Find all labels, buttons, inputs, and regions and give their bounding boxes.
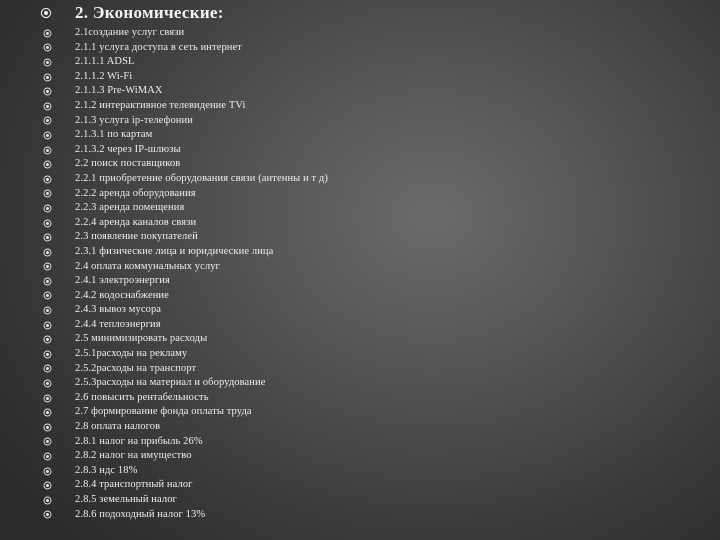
circled-bullet-icon xyxy=(43,131,52,140)
slide-title: 2. Экономические: xyxy=(75,3,224,22)
list-item xyxy=(0,478,720,493)
list-item-text: 2.7 формирование фонда оплаты труда xyxy=(75,406,252,418)
list-item xyxy=(0,114,720,129)
list-item xyxy=(0,391,720,406)
list-item xyxy=(0,508,720,523)
list-item-text: 2.5 минимизировать расходы xyxy=(75,333,208,345)
list-item xyxy=(0,464,720,479)
list-item xyxy=(0,70,720,85)
list-item xyxy=(0,128,720,143)
list-item xyxy=(0,187,720,202)
list-item xyxy=(0,449,720,464)
list-item xyxy=(0,230,720,245)
list-item-text: 2.2.1 приобретение оборудования связи (антенны и т д) xyxy=(75,172,328,184)
circled-bullet-icon xyxy=(43,335,52,344)
circled-bullet-icon xyxy=(43,87,52,96)
list-item-text: 2.1.3.2 через IP-шлюзы xyxy=(75,143,181,155)
list-item xyxy=(0,26,720,41)
list-item xyxy=(0,55,720,70)
circled-bullet-icon xyxy=(43,58,52,67)
list-item-text: 2.8 оплата налогов xyxy=(75,421,161,433)
list-item-text: 2.4.2 водоснабжение xyxy=(75,289,169,301)
circled-bullet-icon xyxy=(43,379,52,388)
circled-bullet-icon xyxy=(43,73,52,82)
list-item-text: 2.5.2расходы на транспорт xyxy=(75,362,197,374)
circled-bullet-icon xyxy=(43,306,52,315)
list-item-text: 2.1.1.3 Pre-WiMAX xyxy=(75,85,163,97)
list-item-text: 2.3.1 физические лица и юридические лица xyxy=(75,245,274,257)
list-item xyxy=(0,493,720,508)
circled-bullet-icon xyxy=(43,291,52,300)
circled-bullet-icon xyxy=(43,452,52,461)
list-item-text: 2.1.1.2 Wi-Fi xyxy=(75,70,133,82)
list-item xyxy=(0,274,720,289)
list-item xyxy=(0,318,720,333)
circled-bullet-icon xyxy=(43,160,52,169)
circled-bullet-icon xyxy=(43,496,52,505)
list-item-text: 2.8.4 транспортный налог xyxy=(75,479,193,491)
circled-bullet-icon xyxy=(43,321,52,330)
list-item xyxy=(0,332,720,347)
list-item-text: 2.6 повысить рентабельность xyxy=(75,391,209,403)
circled-bullet-icon xyxy=(43,467,52,476)
circled-bullet-icon xyxy=(43,423,52,432)
circled-bullet-icon xyxy=(43,510,52,519)
list-item-text: 2.1.1 услуга доступа в сеть интернет xyxy=(75,41,242,53)
title-row xyxy=(40,2,224,24)
list-item-text: 2.1.2 интерактивное телевидение TVi xyxy=(75,99,246,111)
circled-bullet-icon xyxy=(43,394,52,403)
list-item xyxy=(0,376,720,391)
list-item-text: 2.4 оплата коммунальных услуг xyxy=(75,260,220,272)
circled-bullet-icon xyxy=(43,116,52,125)
list-item-text: 2.2.2 аренда оборудования xyxy=(75,187,196,199)
list-item xyxy=(0,260,720,275)
list-item-text: 2.4.1 электроэнергия xyxy=(75,275,170,287)
circled-bullet-icon xyxy=(43,262,52,271)
list-item xyxy=(0,216,720,231)
list-item xyxy=(0,435,720,450)
circled-bullet-icon xyxy=(40,7,52,19)
list-item-text: 2.5.3расходы на материал и оборудование xyxy=(75,377,266,389)
circled-bullet-icon xyxy=(43,189,52,198)
circled-bullet-icon xyxy=(43,481,52,490)
list-item xyxy=(0,143,720,158)
list-item-text: 2.1.3.1 по картам xyxy=(75,129,153,141)
list-item xyxy=(0,362,720,377)
list-item-text: 2.8.6 подоходный налог 13% xyxy=(75,508,206,520)
list-item xyxy=(0,347,720,362)
circled-bullet-icon xyxy=(43,219,52,228)
circled-bullet-icon xyxy=(43,204,52,213)
list-item-text: 2.1.1.1 ADSL xyxy=(75,56,135,68)
list-item-text: 2.3 появление покупателей xyxy=(75,231,198,243)
list-item-text: 2.2.4 аренда каналов связи xyxy=(75,216,197,228)
list-item-text: 2.8.2 налог на имущество xyxy=(75,450,192,462)
circled-bullet-icon xyxy=(43,175,52,184)
list-item xyxy=(0,303,720,318)
list-item xyxy=(0,99,720,114)
list-item-text: 2.8.3 ндс 18% xyxy=(75,464,138,476)
circled-bullet-icon xyxy=(43,43,52,52)
list-item xyxy=(0,405,720,420)
circled-bullet-icon xyxy=(43,437,52,446)
list-item-text: 2.8.5 земельный налог xyxy=(75,494,177,505)
list-item xyxy=(0,84,720,99)
list-item-text: 2.2 поиск поставщиков xyxy=(75,158,181,170)
list-item-text: 2.4.4 теплоэнергия xyxy=(75,318,161,330)
list-item xyxy=(0,420,720,435)
bullet-list xyxy=(0,26,720,522)
list-item-text: 2.8.1 налог на прибыль 26% xyxy=(75,435,203,447)
circled-bullet-icon xyxy=(43,146,52,155)
circled-bullet-icon xyxy=(43,408,52,417)
list-item xyxy=(0,172,720,187)
list-item-text: 2.1создание услуг связи xyxy=(75,27,185,38)
list-item-text: 2.4.3 вывоз мусора xyxy=(75,304,162,316)
circled-bullet-icon xyxy=(43,233,52,242)
list-item-text: 2.1.3 услуга ip-телефонии xyxy=(75,114,193,126)
circled-bullet-icon xyxy=(43,277,52,286)
circled-bullet-icon xyxy=(43,364,52,373)
list-item-text: 2.2.3 аренда помещения xyxy=(75,202,185,214)
list-item xyxy=(0,245,720,260)
circled-bullet-icon xyxy=(43,248,52,257)
list-item xyxy=(0,41,720,56)
list-item-text: 2.5.1расходы на рекламу xyxy=(75,348,188,360)
list-item xyxy=(0,201,720,216)
circled-bullet-icon xyxy=(43,350,52,359)
list-item xyxy=(0,289,720,304)
circled-bullet-icon xyxy=(43,102,52,111)
circled-bullet-icon xyxy=(43,29,52,38)
list-item xyxy=(0,157,720,172)
